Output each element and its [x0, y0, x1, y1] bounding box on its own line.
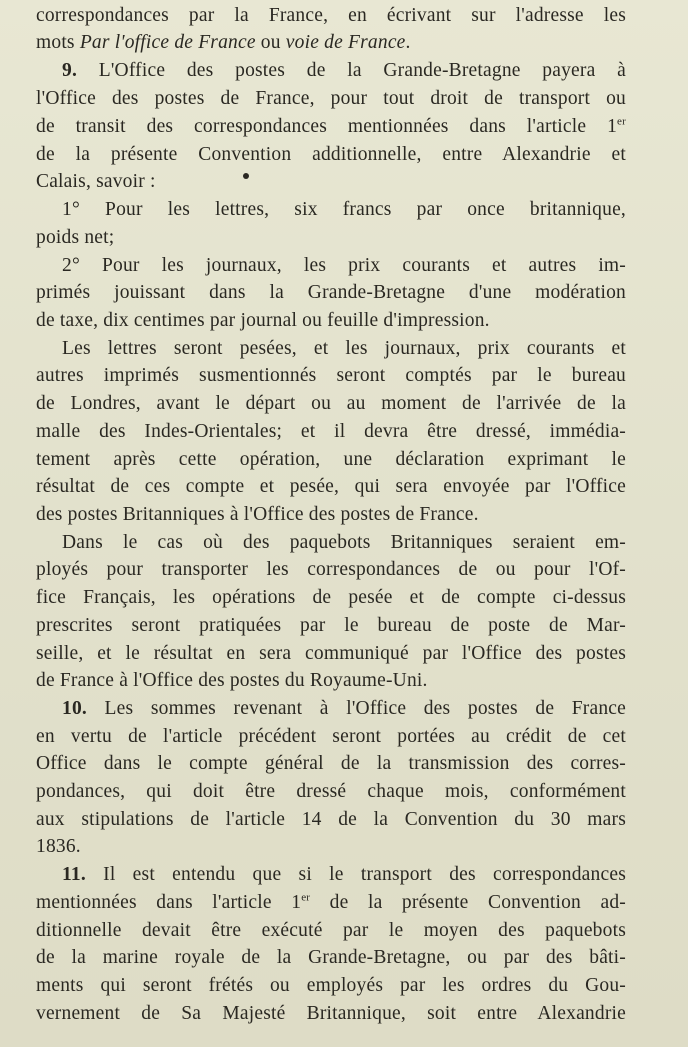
text-line: aux stipulations de l'article 14 de la Convention du 30 mars [36, 809, 626, 830]
text-line: mots Par l'office de France ou voie de France. [36, 32, 411, 53]
article-number: 10. [62, 698, 87, 719]
text-line: 1836. [36, 836, 81, 857]
text-line: ditionnelle devait être exécuté par le moyen des paquebots [36, 920, 626, 941]
text-line: poids net; [36, 227, 115, 248]
text-line: de la marine royale de la Grande-Bretagne, ou par des bâti- [36, 947, 626, 968]
superscript: er [617, 115, 626, 128]
text-line: mentionnées dans l'article 1er de la présente Convention ad- [36, 891, 626, 913]
article-number: 9. [62, 60, 78, 81]
ink-spot [243, 173, 249, 179]
text-line: prescrites seront pratiquées par le bureau de poste de Mar- [36, 615, 626, 636]
italic-text: voie de France [285, 32, 406, 53]
superscript: er [301, 891, 311, 904]
text-line: tement après cette opération, une déclaration exprimant le [36, 449, 626, 470]
text-line: de taxe, dix centimes par journal ou feuille d'impression. [36, 310, 490, 331]
text-line: de Londres, avant le départ ou au moment de l'arrivée de la [36, 393, 626, 414]
article-heading-11: 11. Il est entendu que si le transport des correspondances [62, 864, 626, 885]
article-number: 11. [62, 864, 86, 885]
text-line: Office dans le compte général de la transmission des corres- [36, 753, 626, 774]
text-line: 2° Pour les journaux, les prix courants et autres im- [62, 255, 626, 276]
text-line: pondances, qui doit être dressé chaque mois, conformément [36, 781, 626, 802]
text-line: ployés pour transporter les correspondances de ou pour l'Of- [36, 559, 626, 580]
text-line: Les lettres seront pesées, et les journaux, prix courants et [62, 338, 626, 359]
article-heading-10: 10. Les sommes revenant à l'Office des postes de France [62, 698, 626, 719]
text-line: vernement de Sa Majesté Britannique, soit entre Alexandrie [36, 1003, 626, 1024]
italic-text: Par l'office de France [79, 32, 256, 53]
text-line: 1° Pour les lettres, six francs par once britannique, [62, 199, 626, 220]
text-line: primés jouissant dans la Grande-Bretagne d'une modération [36, 282, 626, 303]
text-line: en vertu de l'article précédent seront portées au crédit de cet [36, 726, 626, 747]
text-line: de France à l'Office des postes du Royaume-Uni. [36, 670, 428, 691]
text-line: de la présente Convention additionnelle, entre Alexandrie et [36, 144, 626, 165]
text-line: de transit des correspondances mentionnées dans l'article 1er [36, 115, 626, 137]
text-line: ments qui seront frétés ou employés par les ordres du Gou- [36, 975, 626, 996]
text-line: Calais, savoir : [36, 171, 156, 192]
text-line: autres imprimés susmentionnés seront comptés par le bureau [36, 365, 626, 386]
article-heading-9: 9. L'Office des postes de la Grande-Bretagne payera à [62, 60, 626, 81]
text-line: Dans le cas où des paquebots Britanniques seraient em- [62, 532, 626, 553]
text-line: des postes Britanniques à l'Office des postes de France. [36, 504, 479, 525]
text-line: résultat de ces compte et pesée, qui sera envoyée par l'Office [36, 476, 626, 497]
text-line: l'Office des postes de France, pour tout droit de transport ou [36, 88, 626, 109]
text-line: correspondances par la France, en écrivant sur l'adresse les [36, 5, 626, 26]
text-line: fice Français, les opérations de pesée et de compte ci-dessus [36, 587, 626, 608]
text-line: malle des Indes-Orientales; et il devra être dressé, immédia- [36, 421, 626, 442]
text-line: seille, et le résultat en sera communiqué par l'Office des postes [36, 643, 626, 664]
